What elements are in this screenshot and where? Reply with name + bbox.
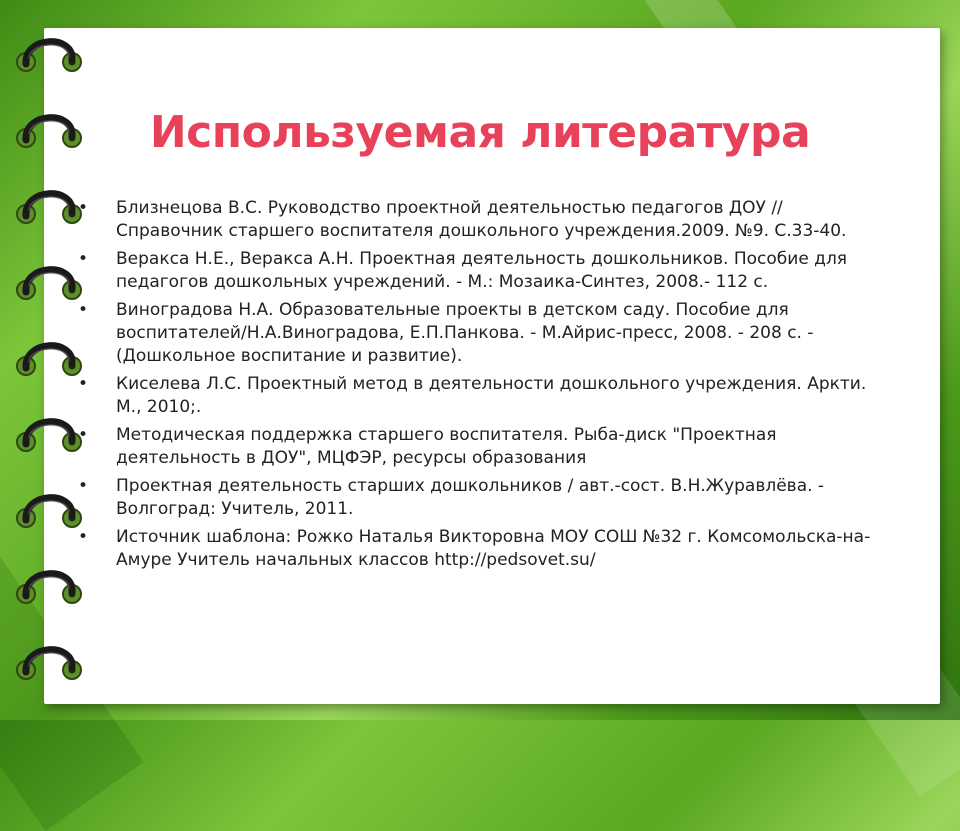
binder-ring-icon bbox=[12, 258, 86, 308]
reference-text: Виноградова Н.А. Образовательные проекты в детском саду. Пособие для воспитателей/Н.А.Виноградова, Е.П.Панкова. - М.Айрис-пресс, 2008. - 208 с. - (Дошкольное воспитание и развитие). bbox=[116, 300, 814, 366]
binder-ring-icon bbox=[12, 334, 86, 384]
reference-item bbox=[78, 248, 878, 294]
bullet: • bbox=[78, 198, 89, 218]
bullet: • bbox=[78, 527, 89, 547]
reference-text: Методическая поддержка старшего воспитателя. Рыба-диск "Проектная деятельность в ДОУ", МЦФЭР, ресурсы образования bbox=[116, 425, 777, 468]
binder-ring-icon bbox=[12, 410, 89, 460]
binder-ring-icon bbox=[12, 30, 86, 80]
reference-text: Проектная деятельность старших дошкольников / авт.-сост. В.Н.Журавлёва. - Волгоград: Учитель, 2011. bbox=[116, 476, 825, 519]
bullet: • bbox=[78, 300, 89, 320]
reference-list bbox=[78, 197, 878, 577]
reference-item bbox=[78, 299, 878, 368]
bullet: • bbox=[78, 249, 89, 269]
reference-item bbox=[78, 475, 878, 521]
binder-ring-icon bbox=[12, 638, 86, 688]
reference-item bbox=[78, 197, 878, 243]
reference-item bbox=[78, 526, 878, 572]
reference-text: Источник шаблона: Рожко Наталья Викторовна МОУ СОШ №32 г. Комсомольска-на-Амуре Учитель начальных классов http://pedsovet.su/ bbox=[116, 527, 871, 570]
reference-text: Киселева Л.С. Проектный метод в деятельности дошкольного учреждения. Аркти. М., 2010;. bbox=[116, 374, 867, 417]
binder-ring-icon bbox=[12, 486, 86, 536]
binder-ring-icon bbox=[12, 182, 89, 232]
reference-text: Близнецова В.С. Руководство проектной деятельностью педагогов ДОУ // Справочник старшего воспитателя дошкольного учреждения.2009. №9. С.33-40. bbox=[116, 198, 847, 241]
bullet: • bbox=[78, 476, 89, 496]
bullet: • bbox=[78, 374, 89, 394]
reference-item bbox=[78, 424, 878, 470]
reference-item bbox=[78, 373, 878, 419]
reference-text: Веракса Н.Е., Веракса А.Н. Проектная деятельность дошкольников. Пособие для педагогов дошкольных учреждений. - М.: Мозаика-Синтез, 2008.- 112 с. bbox=[116, 249, 848, 292]
bullet: • bbox=[78, 425, 89, 445]
slide-title: Используемая литература bbox=[149, 107, 811, 159]
binder-ring-icon bbox=[12, 562, 86, 612]
